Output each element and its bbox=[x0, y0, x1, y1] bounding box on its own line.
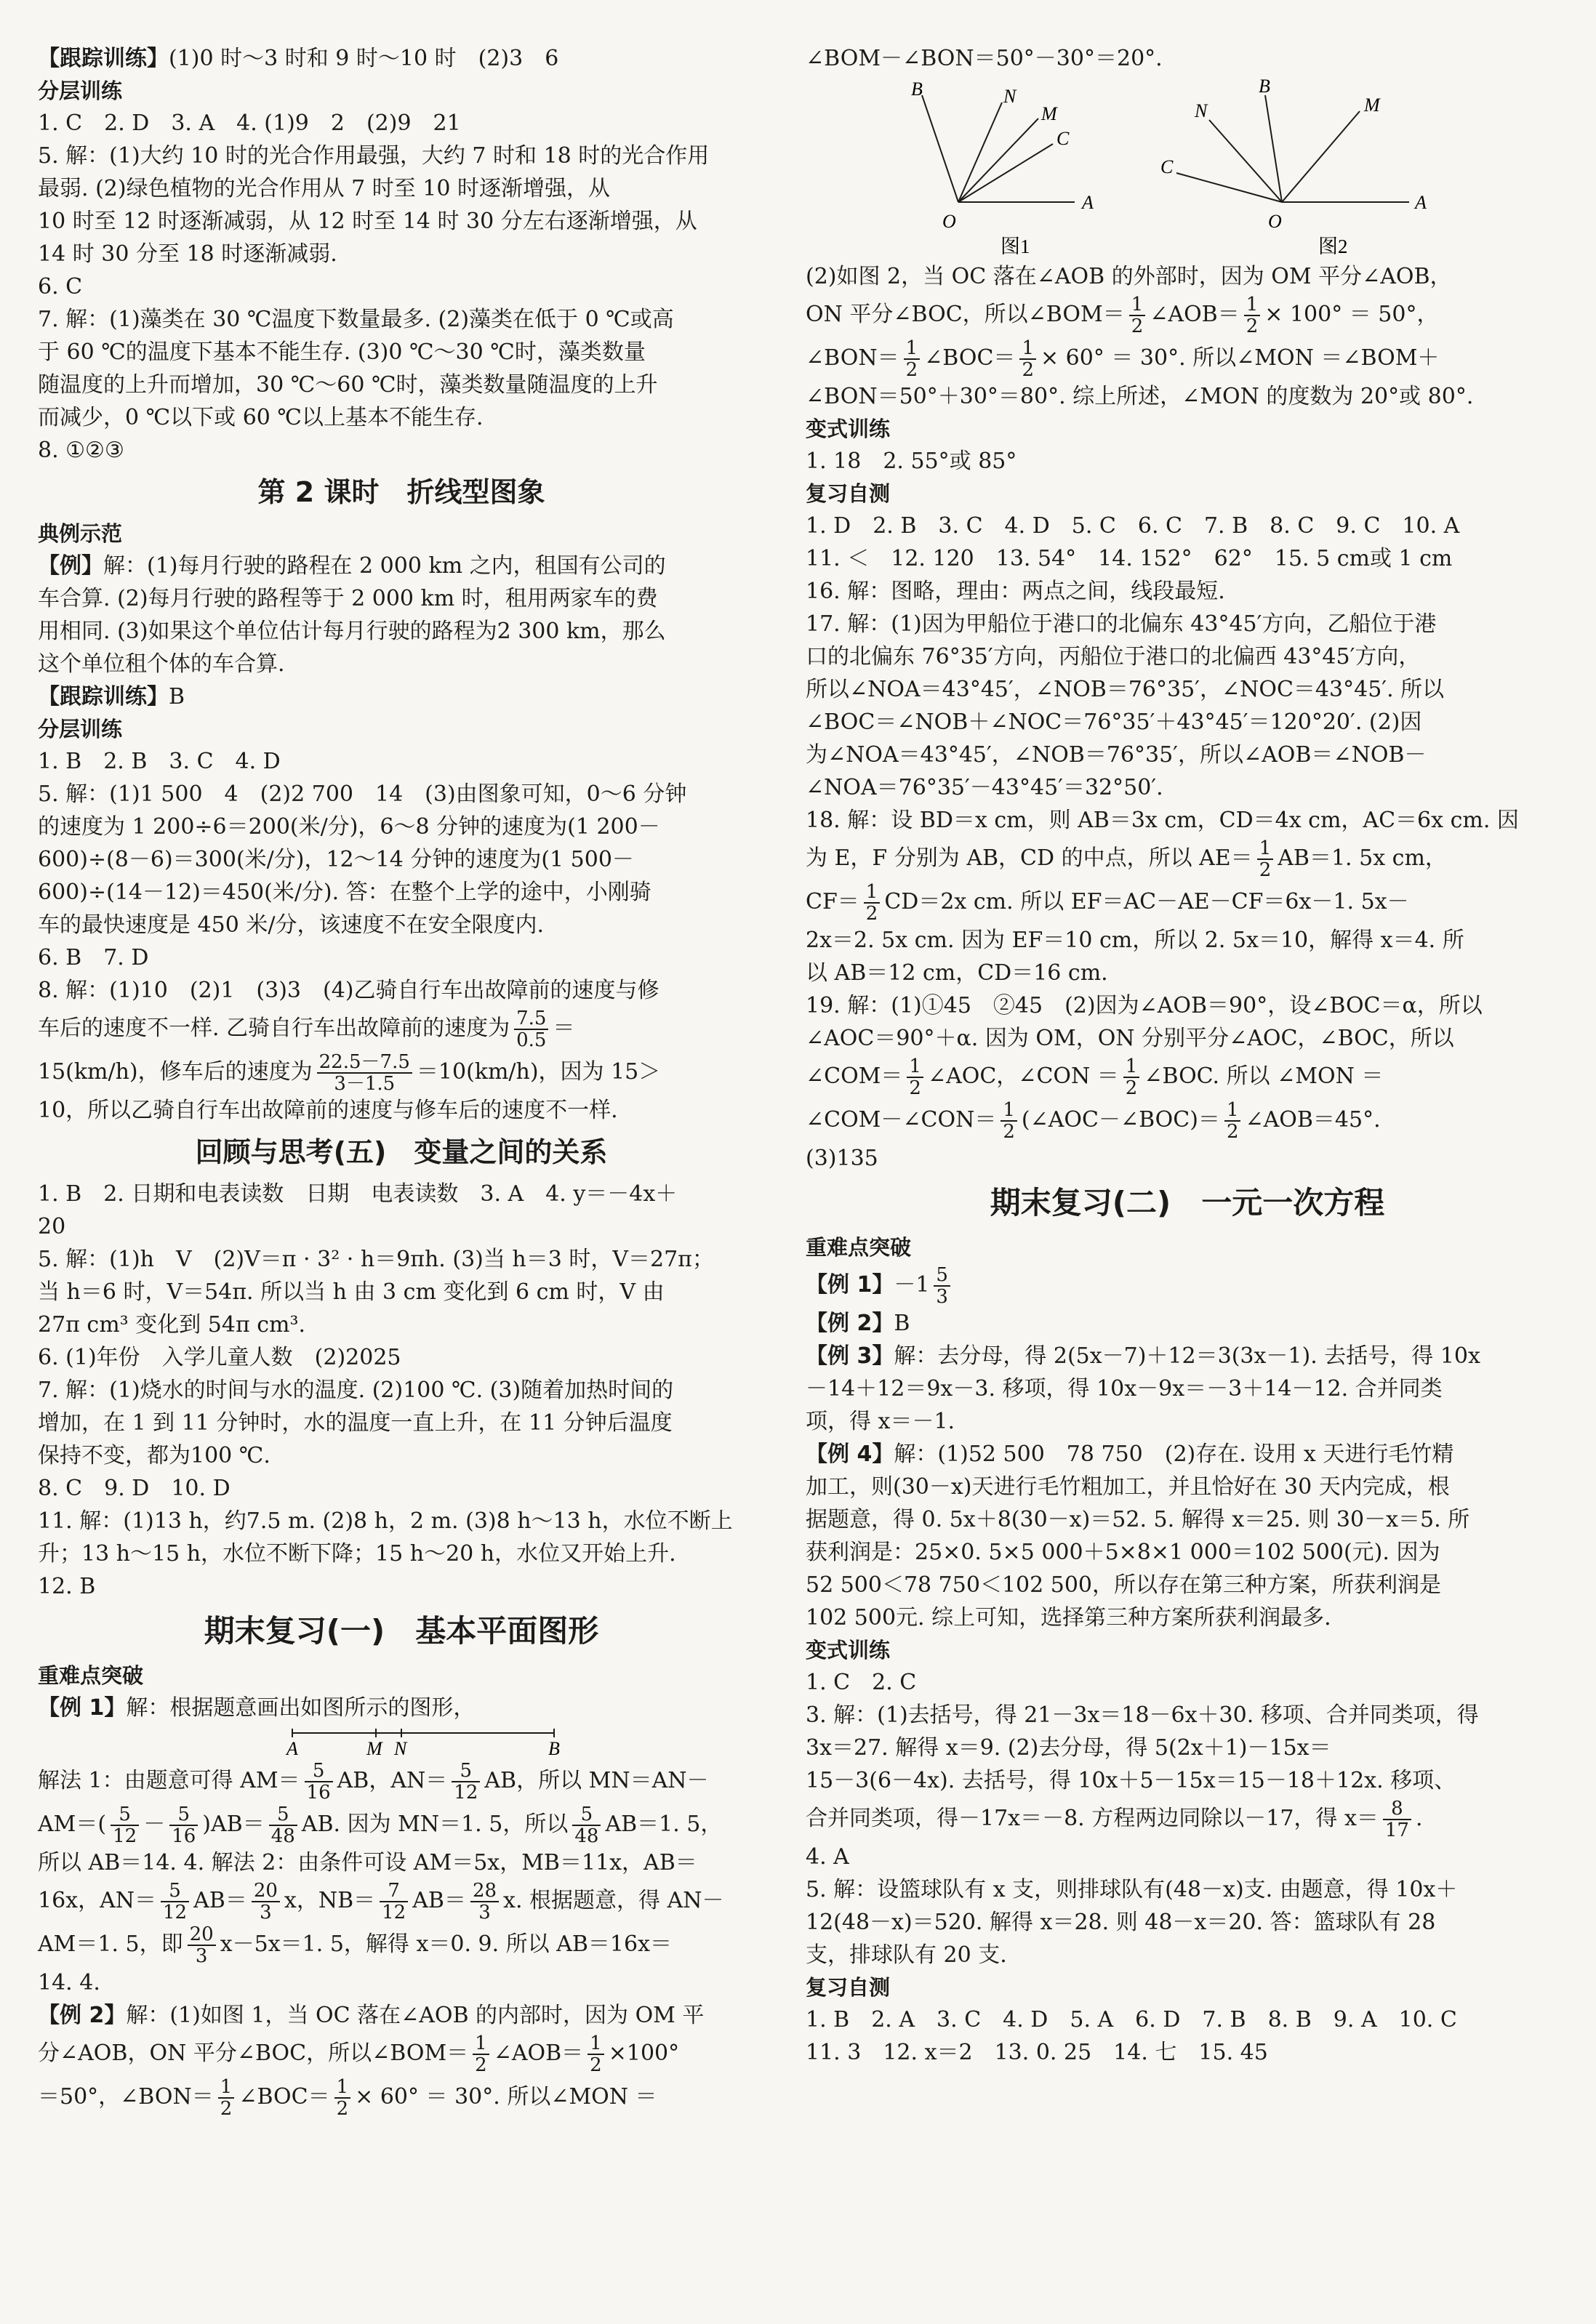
answer-line: 随温度的上升而增加，30 ℃～60 ℃时，藻类数量随温度的上升 bbox=[38, 372, 658, 398]
answer-line: 于 60 ℃的温度下基本不能生存. (3)0 ℃～30 ℃时，藻类数量 bbox=[38, 339, 646, 365]
fraction bbox=[317, 1052, 412, 1094]
denominator: 17 bbox=[1384, 1820, 1409, 1841]
left-column bbox=[38, 42, 765, 2119]
answer-line: 最弱. (2)绿色植物的光合作用从 7 时至 10 时逐渐增强，从 bbox=[38, 176, 610, 201]
answer-line: 增加，在 1 到 11 分钟时，水的温度一直上升，在 11 分钟后温度 bbox=[38, 1410, 673, 1436]
denominator: 12 bbox=[113, 1825, 137, 1847]
answer-line: 1. B 2. 日期和电表读数 日期 电表读数 3. A 4. y＝－4x＋ bbox=[38, 1181, 678, 1207]
answer-text: ON 平分∠BOC，所以∠BOM＝ bbox=[806, 302, 1125, 327]
answer-text: ×100° bbox=[608, 2040, 680, 2066]
answer-line: 1. B 2. B 3. C 4. D bbox=[38, 749, 281, 774]
denominator: 48 bbox=[270, 1825, 295, 1847]
fraction bbox=[588, 2033, 604, 2075]
denominator: 12 bbox=[454, 1782, 478, 1804]
example-label: 【例】 bbox=[38, 553, 103, 579]
answer-text: ＝ bbox=[553, 1016, 575, 1041]
answer-line bbox=[806, 1797, 1569, 1841]
fraction bbox=[1129, 294, 1146, 337]
answer-line: 11. 3 12. x＝2 13. 0. 25 14. 七 15. 45 bbox=[806, 2040, 1268, 2065]
denominator: 48 bbox=[574, 1825, 599, 1847]
answer-line bbox=[38, 2075, 765, 2119]
answer-line bbox=[38, 550, 765, 582]
numerator: 22.5－7.5 bbox=[317, 1052, 412, 1074]
denominator: 2 bbox=[1131, 315, 1144, 337]
answer-line: 1. C 2. C bbox=[806, 1670, 917, 1695]
denominator: 2 bbox=[1259, 859, 1272, 881]
ray-on bbox=[958, 102, 1002, 202]
section-heading: 典例示范 bbox=[38, 521, 123, 546]
answer-line: (3)135 bbox=[806, 1146, 878, 1171]
numerator: 5 bbox=[111, 1804, 139, 1826]
angle-figures bbox=[806, 75, 1460, 260]
answer-line: 11. ＜ 12. 120 13. 54° 14. 152° 62° 15. 5 cm或 1 cm bbox=[806, 546, 1453, 571]
label-c: C bbox=[1056, 128, 1070, 149]
answer-text: AB＝1. 5x cm， bbox=[1278, 845, 1447, 871]
answer-line: 所以∠NOA＝43°45′，∠NOB＝76°35′，∠NOC＝43°45′. 所以 bbox=[806, 677, 1445, 702]
denominator: 2 bbox=[1003, 1121, 1015, 1143]
section-label: 【跟踪训练】 bbox=[38, 684, 169, 709]
example-label: 【例 1】 bbox=[806, 1272, 894, 1298]
answer-line: 5. 解：(1)1 500 4 (2)2 700 14 (3)由图象可知，0～6 分钟 bbox=[38, 781, 687, 807]
denominator: 12 bbox=[382, 1902, 406, 1923]
section-heading: 分层训练 bbox=[38, 79, 123, 103]
answer-line: 6. C bbox=[38, 274, 83, 299]
numerator: 28 bbox=[470, 1881, 499, 1902]
answer-line: 用相同. (3)如果这个单位估计每月行驶的路程为2 300 km，那么 bbox=[38, 619, 666, 644]
right-column bbox=[806, 42, 1569, 2069]
label-a: A bbox=[1415, 192, 1427, 213]
answer-text: ∠COM＝ bbox=[806, 1064, 903, 1089]
answer-text: AB，AN＝ bbox=[337, 1768, 448, 1793]
label-n: N bbox=[1195, 100, 1208, 121]
answer-text: (1)0 时～3 时和 9 时～10 时 (2)3 6 bbox=[169, 46, 559, 71]
fraction bbox=[1244, 294, 1261, 337]
answer-line: 11. 解：(1)13 h，约7.5 m. (2)8 h，2 m. (3)8 h～13 h，水位不断上 bbox=[38, 1508, 733, 1534]
label-b: B bbox=[911, 79, 923, 100]
answer-line: ∠BOC＝∠NOB＋∠NOC＝76°35′＋43°45′＝120°20′. (2)因 bbox=[806, 709, 1422, 735]
answer-line: 升；13 h～15 h，水位不断下降；15 h～20 h，水位又开始上升. bbox=[38, 1541, 676, 1567]
figure-caption: 图1 bbox=[1000, 236, 1030, 257]
fraction bbox=[514, 1008, 548, 1050]
denominator: 2 bbox=[336, 2098, 349, 2120]
denominator: 12 bbox=[163, 1902, 188, 1923]
answer-text: B bbox=[169, 684, 185, 709]
answer-text: x－5x＝1. 5，解得 x＝0. 9. 所以 AB＝16x＝ bbox=[220, 1931, 673, 1957]
label-c: C bbox=[1160, 156, 1174, 177]
answer-line: 8. 解：(1)10 (2)1 (3)3 (4)乙骑自行车出故障前的速度与修 bbox=[38, 978, 659, 1003]
section-label: 【跟踪训练】 bbox=[38, 46, 169, 71]
answer-line: 1. B 2. A 3. C 4. D 5. A 6. D 7. B 8. B 9. A 10. C bbox=[806, 2007, 1457, 2033]
answer-line bbox=[806, 1340, 1569, 1372]
fraction bbox=[1019, 338, 1036, 380]
answer-line: 8. ①②③ bbox=[38, 438, 124, 463]
answer-text: ∠BOC＝ bbox=[924, 345, 1016, 371]
answer-line: 5. 解：(1)大约 10 时的光合作用最强，大约 7 时和 18 时的光合作用 bbox=[38, 143, 710, 169]
figure-caption: 图2 bbox=[1318, 236, 1348, 257]
example-label: 【例 2】 bbox=[38, 2003, 127, 2028]
fraction bbox=[1000, 1100, 1017, 1142]
numerator: 1 bbox=[1019, 338, 1036, 360]
answer-line: 3x＝27. 解得 x＝9. (2)去分母，得 5(2x＋1)－15x＝ bbox=[806, 1735, 1331, 1761]
section-heading: 复习自测 bbox=[806, 1975, 891, 2000]
fraction bbox=[252, 1881, 280, 1923]
section-heading: 变式训练 bbox=[806, 417, 891, 441]
fraction bbox=[334, 2077, 351, 2119]
answer-text: ∠BOC. 所以 ∠MON ＝ bbox=[1144, 1064, 1384, 1089]
answer-text: (∠AOC－∠BOC)＝ bbox=[1021, 1107, 1220, 1133]
answer-line bbox=[806, 837, 1569, 880]
answer-line: 19. 解：(1)①45 ②45 (2)因为∠AOB＝90°，设∠BOC＝α，所以 bbox=[806, 993, 1483, 1018]
denominator: 2 bbox=[1125, 1077, 1138, 1099]
answer-text: AB＝1. 5， bbox=[605, 1812, 723, 1837]
label-b: B bbox=[1259, 76, 1270, 97]
answer-line bbox=[38, 1050, 765, 1094]
answer-text: ＝50°，∠BON＝ bbox=[38, 2084, 214, 2110]
label-m: M bbox=[1364, 95, 1380, 116]
answer-line: 7. 解：(1)藻类在 30 ℃温度下数量最多. (2)藻类在低于 0 ℃或高 bbox=[38, 307, 674, 332]
label-m: M bbox=[1041, 103, 1057, 124]
answer-line: 支，排球队有 20 支. bbox=[806, 1942, 1007, 1968]
fraction bbox=[864, 882, 881, 924]
answer-text: ∠COM－∠CON＝ bbox=[806, 1107, 997, 1133]
answer-line: (2)如图 2，当 OC 落在∠AOB 的外部时，因为 OM 平分∠AOB， bbox=[806, 264, 1452, 289]
denominator: 3 bbox=[936, 1286, 948, 1308]
denominator: 3 bbox=[478, 1902, 491, 1923]
fraction bbox=[934, 1265, 950, 1307]
answer-text: 解法 1：由题意可得 AM＝ bbox=[38, 1768, 300, 1793]
fraction bbox=[218, 2077, 235, 2119]
answer-line: 14. 4. bbox=[38, 1970, 100, 1995]
answer-line bbox=[806, 1263, 1569, 1307]
answer-line bbox=[38, 1803, 765, 1846]
answer-line: 8. C 9. D 10. D bbox=[38, 1476, 230, 1501]
answer-line bbox=[806, 1098, 1569, 1142]
ray-oc bbox=[1176, 173, 1282, 202]
answer-text: AM＝( bbox=[38, 1812, 107, 1837]
point-a-label: A bbox=[286, 1738, 298, 1756]
answer-text: 分∠AOB，ON 平分∠BOC，所以∠BOM＝ bbox=[38, 2040, 469, 2066]
numerator: 5 bbox=[305, 1761, 333, 1782]
numerator: 1 bbox=[1123, 1056, 1140, 1078]
answer-text: 15(km/h)，修车后的速度为 bbox=[38, 1059, 313, 1085]
answer-text: 为 E，F 分别为 AB，CD 的中点，所以 AE＝ bbox=[806, 845, 1253, 871]
answer-line: 以 AB＝12 cm，CD＝16 cm. bbox=[806, 960, 1108, 986]
numerator: 1 bbox=[588, 2033, 604, 2055]
numerator: 20 bbox=[252, 1881, 280, 1902]
label-a: A bbox=[1082, 192, 1094, 213]
answer-line bbox=[38, 1923, 765, 1966]
answer-text: － bbox=[143, 1812, 166, 1837]
answer-line: 6. (1)年份 入学儿童人数 (2)2025 bbox=[38, 1345, 401, 1370]
denominator: 3 bbox=[195, 1945, 208, 1967]
fraction bbox=[907, 1056, 923, 1098]
point-b-label: B bbox=[548, 1738, 560, 1756]
numerator: 1 bbox=[218, 2077, 235, 2099]
fraction bbox=[572, 1804, 601, 1846]
answer-line: 600)÷(8－6)＝300(米/分)，12～14 分钟的速度为(1 500－ bbox=[38, 847, 634, 872]
answer-line: 17. 解：(1)因为甲船位于港口的北偏东 43°45′方向，乙船位于港 bbox=[806, 611, 1437, 637]
chapter-title: 期末复习(一) 基本平面图形 bbox=[204, 1613, 599, 1649]
answer-line: 10，所以乙骑自行车出故障前的速度与修车后的速度不一样. bbox=[38, 1098, 618, 1123]
answer-line bbox=[806, 293, 1569, 337]
label-o: O bbox=[942, 211, 956, 232]
denominator: 2 bbox=[905, 359, 918, 381]
ray-ob bbox=[922, 95, 958, 202]
section-heading: 重难点突破 bbox=[38, 1663, 144, 1688]
answer-text: 合并同类项，得－17x＝－8. 方程两边同除以－17，得 x＝ bbox=[806, 1806, 1379, 1831]
answer-text: CD＝2x cm. 所以 EF＝AC－AE－CF＝6x－1. 5x－ bbox=[884, 889, 1409, 914]
answer-text: 解：(1)如图 1，当 OC 落在∠AOB 的内部时，因为 OM 平 bbox=[126, 2003, 705, 2028]
numerator: 5 bbox=[452, 1761, 480, 1782]
answer-line bbox=[38, 2032, 765, 2075]
answer-line: 27π cm³ 变化到 54π cm³. bbox=[38, 1312, 306, 1338]
answer-line: ∠BOM－∠BON＝50°－30°＝20°. bbox=[806, 46, 1163, 71]
answer-line: 车的最快速度是 450 米/分，该速度不在安全限度内. bbox=[38, 912, 544, 938]
answer-line: 12(48－x)＝520. 解得 x＝28. 则 48－x＝20. 答：篮球队有 28 bbox=[806, 1910, 1436, 1935]
denominator: 2 bbox=[475, 2054, 487, 2076]
answer-line: 车合算. (2)每月行驶的路程等于 2 000 km 时，租用两家车的费 bbox=[38, 586, 658, 611]
answer-text: ∠AOB＝ bbox=[493, 2040, 584, 2066]
answer-line: 3. 解：(1)去括号，得 21－3x＝18－6x＋30. 移项、合并同类项，得 bbox=[806, 1702, 1479, 1728]
answer-text: × 60° ＝ 30°. 所以∠MON ＝∠BOM＋ bbox=[1040, 345, 1440, 371]
answer-line: 获利润是：25×0. 5×5 000＋5×8×1 000＝102 500(元). 因为 bbox=[806, 1540, 1440, 1565]
answer-line bbox=[38, 42, 765, 75]
denominator: 2 bbox=[865, 903, 878, 925]
answer-text: × 60° ＝ 30°. 所以∠MON ＝ bbox=[355, 2084, 657, 2110]
answer-line bbox=[38, 1999, 765, 2032]
answer-line bbox=[806, 337, 1569, 380]
answer-line bbox=[38, 680, 765, 713]
numerator: 1 bbox=[1224, 1100, 1241, 1122]
answer-line: 的速度为 1 200÷6＝200(米/分)，6～8 分钟的速度为(1 200－ bbox=[38, 814, 660, 840]
numerator: 8 bbox=[1383, 1798, 1411, 1820]
answer-line: 保持不变，都为100 ℃. bbox=[38, 1443, 270, 1468]
answer-line: 600)÷(14－12)＝450(米/分). 答：在整个上学的途中，小刚骑 bbox=[38, 880, 651, 905]
answer-line: 15－3(6－4x). 去括号，得 10x＋5－15x＝15－18＋12x. 移项、 bbox=[806, 1768, 1456, 1793]
numerator: 5 bbox=[161, 1881, 189, 1902]
example-label: 【例 4】 bbox=[806, 1442, 894, 1467]
answer-line: 16. 解：图略，理由：两点之间，线段最短. bbox=[806, 579, 1225, 604]
numerator: 5 bbox=[169, 1804, 198, 1826]
answer-line: 12. B bbox=[38, 1574, 96, 1599]
segment-diagram bbox=[285, 1727, 576, 1756]
answer-line: 所以 AB＝14. 4. 解法 2：由条件可设 AM＝5x，MB＝11x，AB＝ bbox=[38, 1850, 697, 1875]
fraction bbox=[169, 1804, 198, 1846]
denominator: 0.5 bbox=[516, 1029, 547, 1051]
fraction bbox=[269, 1804, 297, 1846]
numerator: 1 bbox=[864, 882, 881, 904]
chapter-title: 期末复习(二) 一元一次方程 bbox=[990, 1185, 1385, 1221]
numerator: 1 bbox=[904, 338, 921, 360]
numerator: 1 bbox=[1129, 294, 1146, 316]
answer-text: . bbox=[1415, 1806, 1423, 1831]
fraction bbox=[904, 338, 921, 380]
answer-line: 5. 解：设篮球队有 x 支，则排球队有(48－x)支. 由题意，得 10x＋ bbox=[806, 1877, 1458, 1902]
answer-text: AB. 因为 MN＝1. 5，所以 bbox=[301, 1812, 569, 1837]
numerator: 1 bbox=[907, 1056, 923, 1078]
answer-line: －14＋12＝9x－3. 移项，得 10x－9x＝－3＋14－12. 合并同类 bbox=[806, 1376, 1443, 1402]
answer-text: 车后的速度不一样. 乙骑自行车出故障前的速度为 bbox=[38, 1016, 510, 1041]
example-label: 【例 3】 bbox=[806, 1343, 894, 1369]
numerator: 1 bbox=[1244, 294, 1261, 316]
answer-line: ∠AOC＝90°＋α. 因为 OM，ON 分别平分∠AOC，∠BOC，所以 bbox=[806, 1026, 1454, 1051]
example-label: 【例 1】 bbox=[38, 1695, 127, 1721]
answer-text: ∠AOB＝45°. bbox=[1245, 1107, 1381, 1133]
answer-text: 解：根据题意画出如图所示的图形， bbox=[126, 1695, 476, 1721]
point-m-label: M bbox=[366, 1738, 382, 1756]
answer-line: 而减少，0 ℃以下或 60 ℃以上基本不能生存. bbox=[38, 405, 484, 430]
numerator: 1 bbox=[1257, 838, 1274, 860]
section-heading: 重难点突破 bbox=[806, 1235, 912, 1260]
answer-line bbox=[806, 1307, 1569, 1340]
lesson-title: 第 2 课时 折线型图象 bbox=[257, 476, 545, 508]
answer-line bbox=[806, 880, 1569, 924]
point-n-label: N bbox=[394, 1738, 407, 1756]
section-heading: 分层训练 bbox=[38, 717, 123, 741]
numerator: 5 bbox=[572, 1804, 601, 1826]
answer-text: AB＝ bbox=[412, 1888, 466, 1913]
answer-text: B bbox=[894, 1311, 910, 1336]
answer-line: 项，得 x＝－1. bbox=[806, 1409, 955, 1434]
answer-text: 解：去分母，得 2(5x－7)＋12＝3(3x－1). 去括号，得 10x bbox=[894, 1343, 1480, 1369]
ray-om bbox=[1282, 111, 1360, 202]
chapter-title: 回顾与思考(五) 变量之间的关系 bbox=[195, 1136, 608, 1168]
fraction bbox=[470, 1881, 499, 1923]
answer-line: 7. 解：(1)烧水的时间与水的温度. (2)100 ℃. (3)随着加热时间的 bbox=[38, 1378, 674, 1403]
numerator: 1 bbox=[473, 2033, 489, 2055]
denominator: 2 bbox=[590, 2054, 602, 2076]
fraction bbox=[452, 1761, 480, 1803]
fraction bbox=[111, 1804, 139, 1846]
answer-text: )AB＝ bbox=[202, 1812, 265, 1837]
answer-line: 14 时 30 分至 18 时逐渐减弱. bbox=[38, 241, 337, 267]
answer-text: ＝10(km/h)，因为 15＞ bbox=[416, 1059, 661, 1085]
denominator: 16 bbox=[172, 1825, 196, 1847]
denominator: 2 bbox=[909, 1077, 921, 1099]
numerator: 1 bbox=[334, 2077, 351, 2099]
numerator: 7.5 bbox=[514, 1008, 548, 1030]
numerator: 1 bbox=[1000, 1100, 1017, 1122]
numerator: 5 bbox=[269, 1804, 297, 1826]
answer-text: x，NB＝ bbox=[284, 1888, 376, 1913]
answer-text: AB，所以 MN＝AN－ bbox=[484, 1768, 709, 1793]
answer-line: 5. 解：(1)h V (2)V＝π · 3² · h＝9πh. (3)当 h＝3 时，V＝27π； bbox=[38, 1247, 714, 1272]
answer-text: ∠BON＝ bbox=[806, 345, 899, 371]
fraction bbox=[1123, 1056, 1140, 1098]
answer-line bbox=[38, 1692, 765, 1724]
denominator: 3－1.5 bbox=[334, 1073, 396, 1095]
numerator: 20 bbox=[188, 1924, 216, 1946]
fraction bbox=[188, 1924, 216, 1966]
answer-line: 这个单位租个体的车合算. bbox=[38, 651, 285, 677]
answer-line: 1. C 2. D 3. A 4. (1)9 2 (2)9 21 bbox=[38, 110, 461, 136]
section-heading: 变式训练 bbox=[806, 1638, 891, 1662]
fraction bbox=[473, 2033, 489, 2075]
fraction bbox=[1257, 838, 1274, 880]
answer-line bbox=[38, 1879, 765, 1923]
denominator: 2 bbox=[1022, 359, 1034, 381]
denominator: 2 bbox=[1246, 315, 1259, 337]
answer-line: 6. B 7. D bbox=[38, 945, 149, 970]
answer-text: AB＝ bbox=[193, 1888, 247, 1913]
answer-line: 4. A bbox=[806, 1844, 849, 1870]
answer-line: ∠NOA＝76°35′－43°45′＝32°50′. bbox=[806, 775, 1163, 800]
answer-line: 18. 解：设 BD＝x cm，则 AB＝3x cm，CD＝4x cm，AC＝6x cm. 因 bbox=[806, 808, 1519, 833]
answer-line bbox=[806, 1055, 1569, 1098]
figure-1 bbox=[911, 79, 1094, 257]
answer-line: 1. D 2. B 3. C 4. D 5. C 6. C 7. B 8. C 9. C 10. A bbox=[806, 513, 1460, 539]
answer-text: －1 bbox=[894, 1272, 930, 1298]
denominator: 2 bbox=[1226, 1121, 1239, 1143]
answer-line: 为∠NOA＝43°45′，∠NOB＝76°35′，所以∠AOB＝∠NOB－ bbox=[806, 742, 1427, 768]
answer-text: 解：(1)每月行驶的路程在 2 000 km 之内，租国有公司的 bbox=[103, 553, 666, 579]
answer-line bbox=[806, 1438, 1569, 1471]
answer-line: 加工，则(30－x)天进行毛竹粗加工，并且恰好在 30 天内完成，根 bbox=[806, 1474, 1450, 1500]
fraction bbox=[1383, 1798, 1411, 1841]
figure-2 bbox=[1160, 76, 1427, 257]
answer-line: 口的北偏东 76°35′方向，丙船位于港口的北偏西 43°45′方向， bbox=[806, 644, 1421, 670]
fraction bbox=[305, 1761, 333, 1803]
fraction bbox=[380, 1881, 408, 1923]
answer-line: 当 h＝6 时，V＝54π. 所以当 h 由 3 cm 变化到 6 cm 时，V 由 bbox=[38, 1279, 665, 1305]
answer-text: 16x，AN＝ bbox=[38, 1888, 157, 1913]
label-n: N bbox=[1003, 86, 1016, 107]
answer-line: ∠BON＝50°＋30°＝80°. 综上所述，∠MON 的度数为 20°或 80°. bbox=[806, 384, 1474, 409]
answer-line: 20 bbox=[38, 1214, 66, 1239]
numerator: 7 bbox=[380, 1881, 408, 1902]
answer-line: 52 500＜78 750＜102 500，所以存在第三种方案，所获利润是 bbox=[806, 1572, 1441, 1598]
denominator: 16 bbox=[306, 1782, 331, 1804]
answer-text: x. 根据题意，得 AN－ bbox=[503, 1888, 724, 1913]
answer-text: ∠BOC＝ bbox=[238, 2084, 330, 2110]
answer-text: AM＝1. 5，即 bbox=[38, 1931, 183, 1957]
answer-line bbox=[38, 1007, 765, 1050]
label-o: O bbox=[1268, 211, 1282, 232]
answer-line: 1. 18 2. 55°或 85° bbox=[806, 449, 1017, 474]
answer-text: CF＝ bbox=[806, 889, 859, 914]
answer-line: 2x＝2. 5x cm. 因为 EF＝10 cm，所以 2. 5x＝10，解得 x＝4. 所 bbox=[806, 928, 1464, 953]
answer-line: 据题意，得 0. 5x＋8(30－x)＝52. 5. 解得 x＝25. 则 30－x＝5. 所 bbox=[806, 1507, 1470, 1532]
fraction bbox=[1224, 1100, 1241, 1142]
answer-text: ∠AOC，∠CON ＝ bbox=[927, 1064, 1119, 1089]
answer-line bbox=[38, 1759, 765, 1803]
answer-line: 102 500元. 综上可知，选择第三种方案所获利润最多. bbox=[806, 1605, 1331, 1631]
answer-text: × 100° ＝ 50°， bbox=[1264, 302, 1439, 327]
answer-text: 解：(1)52 500 78 750 (2)存在. 设用 x 天进行毛竹精 bbox=[894, 1442, 1454, 1467]
numerator: 5 bbox=[934, 1265, 950, 1287]
denominator: 3 bbox=[260, 1902, 272, 1923]
answer-line: 10 时至 12 时逐渐减弱，从 12 时至 14 时 30 分左右逐渐增强，从 bbox=[38, 209, 697, 234]
section-heading: 复习自测 bbox=[806, 481, 891, 506]
fraction bbox=[161, 1881, 189, 1923]
answer-text: ∠AOB＝ bbox=[1150, 302, 1240, 327]
example-label: 【例 2】 bbox=[806, 1311, 894, 1336]
denominator: 2 bbox=[220, 2098, 233, 2120]
